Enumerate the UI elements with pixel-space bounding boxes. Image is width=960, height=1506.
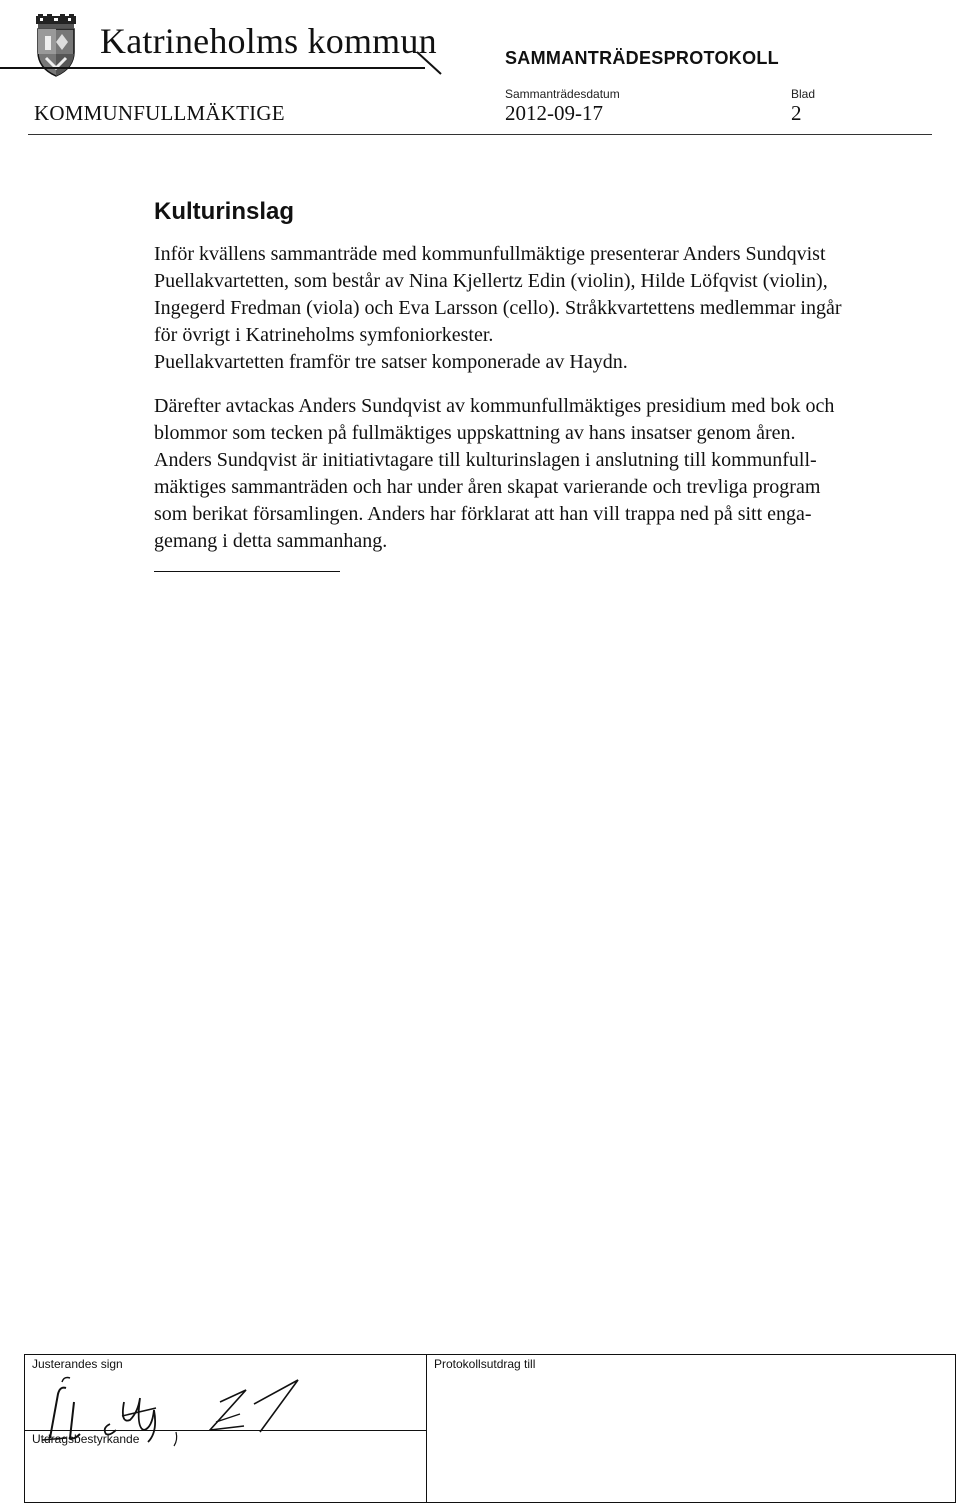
municipality-name: Katrineholms kommun (100, 21, 437, 61)
extract-to-label: Protokollsutdrag till (434, 1357, 536, 1371)
paragraph-2 (154, 393, 914, 555)
header-tick-mark (415, 50, 445, 76)
paragraph-line: gemang i detta sammanhang. (154, 530, 388, 552)
page-number: 2 (791, 101, 802, 125)
paragraph-line: blommor som tecken på fullmäktiges uppskattning av hans insatser genom åren. (154, 422, 796, 444)
paragraph-line: som berikat församlingen. Anders har förklarat att han vill trappa ned på sitt enga- (154, 503, 812, 525)
adjuster-sign-label: Justerandes sign (32, 1357, 123, 1371)
paragraph-line: mäktiges sammanträden och har under åren skapat varierande och trevliga program (154, 476, 821, 498)
header-divider (28, 134, 932, 135)
page-label: Blad (791, 87, 816, 101)
paragraph-line: Därefter avtackas Anders Sundqvist av kommunfullmäktiges presidium med bok och (154, 395, 835, 417)
extract-certifier-label: Utdragsbestyrkande (32, 1432, 140, 1446)
document-type: SAMMANTRÄDESPROTOKOLL (505, 48, 779, 68)
paragraph-line: Anders Sundqvist är initiativtagare till kulturinslagen i anslutning till kommunfull- (154, 449, 817, 471)
meeting-date: 2012-09-17 (505, 101, 603, 125)
paragraph-line: Puellakvartetten framför tre satser komponerade av Haydn. (154, 351, 628, 373)
section-title: Kulturinslag (154, 198, 295, 225)
handwritten-signatures (40, 1368, 340, 1448)
section-end-rule (154, 571, 340, 572)
paragraph-line: Ingegerd Fredman (viola) och Eva Larsson (cello). Stråkkvartettens medlemmar ingår (154, 297, 842, 319)
paragraph-1 (154, 241, 914, 376)
paragraph-line: Puellakvartetten, som består av Nina Kjellertz Edin (violin), Hilde Löfqvist (violin), (154, 270, 828, 292)
paragraph-line: för övrigt i Katrineholms symfoniorkester. (154, 324, 494, 346)
organ-name: KOMMUNFULLMÄKTIGE (34, 101, 285, 125)
footer-column-divider (426, 1354, 427, 1503)
header-underline (0, 67, 425, 69)
paragraph-line: Inför kvällens sammanträde med kommunfullmäktige presenterar Anders Sundqvist (154, 243, 826, 265)
meeting-date-label: Sammanträdesdatum (505, 87, 620, 101)
